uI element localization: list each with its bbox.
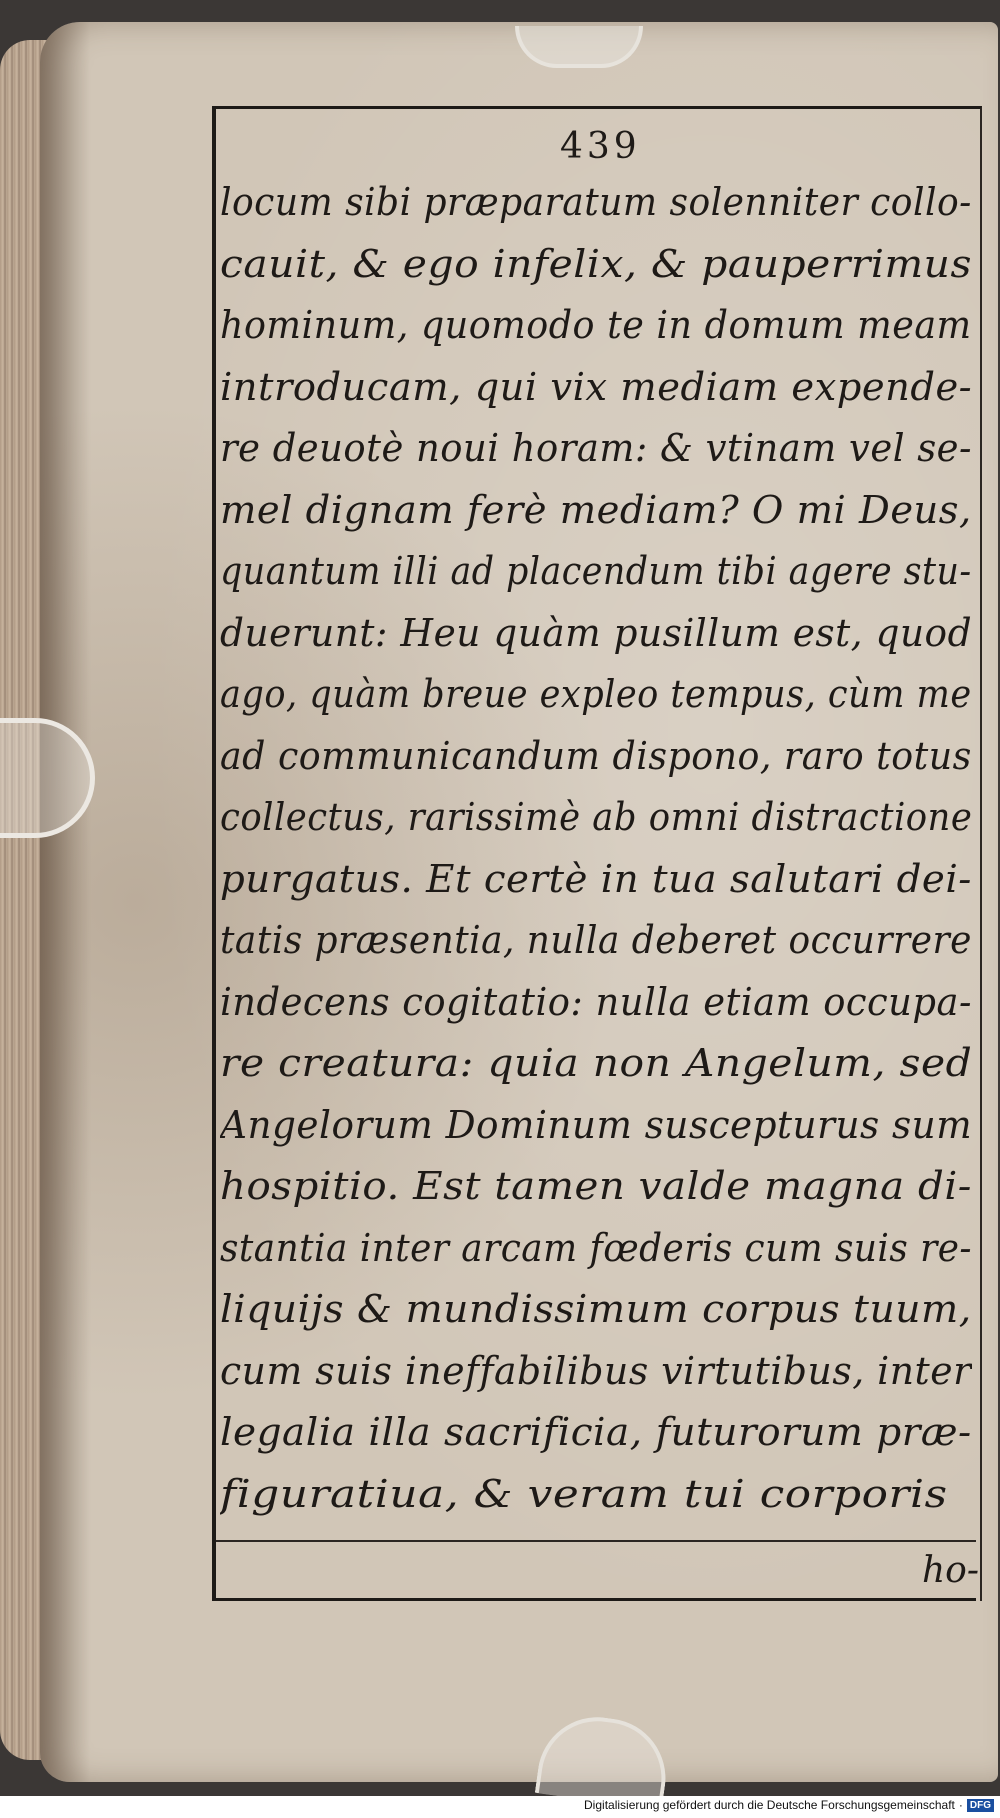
text-line: ad communicandum dispono, raro totus xyxy=(220,733,972,778)
dfg-credit xyxy=(584,1798,994,1812)
text-line: cum suis ineffabilibus virtutibus, inter xyxy=(220,1348,972,1393)
credit-separator: · xyxy=(958,1798,963,1812)
text-line: duerunt: Heu quàm pusillum est, quod xyxy=(220,610,972,655)
text-line: cauit, & ego infelix, & pauperrimus xyxy=(220,241,972,286)
page-number: 439 xyxy=(560,126,641,167)
page-gutter-shadow xyxy=(40,22,90,1782)
text-line: locum sibi præparatum solenniter collo- xyxy=(220,180,972,224)
text-line: tatis præsentia, nulla deberet occurrere xyxy=(220,918,972,962)
frame-bottom-rule xyxy=(212,1598,976,1601)
text-line: legalia illa sacrificia, futurorum præ- xyxy=(220,1410,972,1454)
text-line: ago, quàm breue expleo tempus, cùm me xyxy=(220,672,972,716)
text-line: Angelorum Dominum suscepturus sum xyxy=(220,1102,972,1147)
text-line: re deuotè noui horam: & vtinam vel se- xyxy=(220,426,972,470)
text-line: collectus, rarissimè ab omni distractione xyxy=(220,795,972,839)
dfg-logo-icon: DFG xyxy=(967,1799,994,1812)
text-line: indecens cogitatio: nulla etiam occupa- xyxy=(220,979,972,1024)
credit-text: Digitalisierung gefördert durch die Deutsche Forschungsgemeinschaft xyxy=(584,1798,955,1812)
text-line: liquijs & mundissimum corpus tuum, xyxy=(220,1287,972,1331)
text-line: introducam, qui vix mediam expende- xyxy=(220,364,972,409)
body-text xyxy=(220,172,980,1525)
text-line: mel dignam ferè mediam? O mi Deus, xyxy=(220,487,972,532)
text-line: figuratiua, & veram tui corporis xyxy=(220,1471,948,1516)
text-line: quantum illi ad placendum tibi agere stu- xyxy=(220,549,972,593)
text-line: purgatus. Et certè in tua salutari dei- xyxy=(220,856,972,901)
text-line: re creatura: quia non Angelum, sed xyxy=(220,1041,972,1085)
text-line: hospitio. Est tamen valde magna di- xyxy=(220,1164,972,1208)
bottom-rule xyxy=(216,1540,976,1542)
text-line: stantia inter arcam fœderis cum suis re- xyxy=(220,1225,972,1270)
text-line: hominum, quomodo te in domum meam xyxy=(220,303,972,347)
catchword: ho- xyxy=(922,1550,980,1591)
